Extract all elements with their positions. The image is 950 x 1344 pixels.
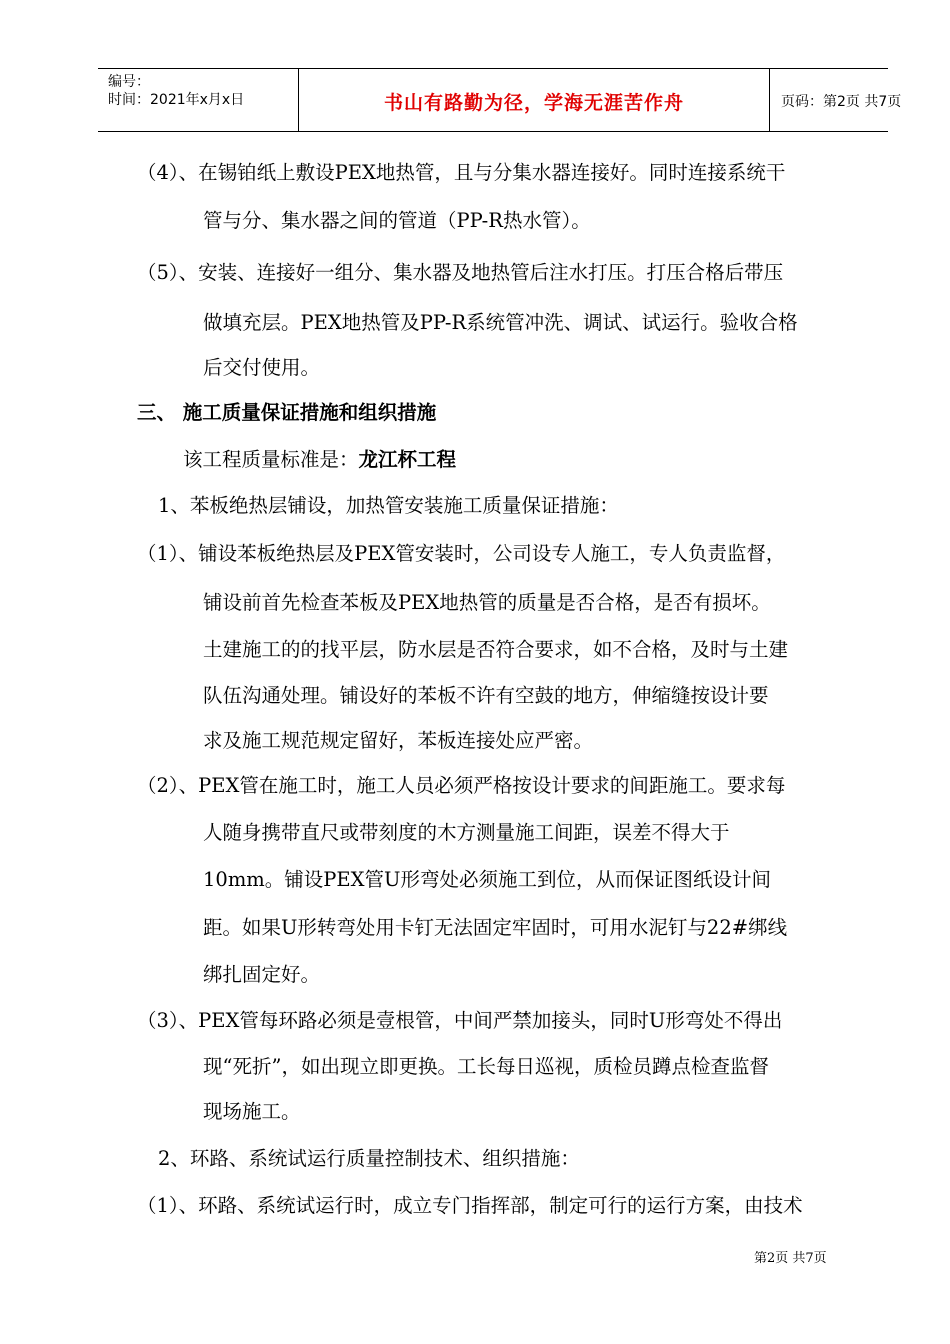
document-time-label: 时间：2021年x月x日 [108,92,245,108]
item-1-line-5: 求及施工规范规定留好，苯板连接处应严密。 [203,729,594,752]
item-1-line-3: 土建施工的的找平层，防水层是否符合要求，如不合格，及时与土建 [203,638,789,661]
paragraph-5-line-3: 后交付使用。 [203,356,321,379]
header-motto-cell [298,69,770,131]
item-2-line-3: 10mm。铺设PEX管U形弯处必须施工到位，从而保证图纸设计间 [203,868,771,891]
page-footer: 第2页 共7页 [754,1251,827,1266]
header-page-info: 页码：第2页 共7页 [781,94,902,110]
subsection-2-item-1-line-1: （1）、环路、系统试运行时，成立专门指挥部，制定可行的运行方案，由技术 [137,1194,803,1217]
page-header [98,68,902,132]
header-info-cell [98,69,298,131]
paragraph-5-line-2: 做填充层。PEX地热管及PP-R系统管冲洗、调试、试运行。验收合格 [203,311,798,334]
item-2-line-5: 绑扎固定好。 [203,963,321,986]
section-3-heading: 三、 施工质量保证措施和组织措施 [137,401,437,424]
item-3-line-3: 现场施工。 [203,1100,301,1123]
document-number-label: 编号： [108,74,150,90]
paragraph-5-line-1: （5）、安装、连接好一组分、集水器及地热管后注水打压。打压合格后带压 [137,261,784,284]
quality-standard-line [183,447,456,473]
item-1-line-2: 铺设前首先检查苯板及PEX地热管的质量是否合格，是否有损坏。 [203,591,771,614]
item-3-line-1: （3）、PEX管每环路必须是壹根管，中间严禁加接头，同时U形弯处不得出 [137,1009,783,1032]
quality-standard-prefix: 该工程质量标准是： [183,448,359,471]
paragraph-4-line-2: 管与分、集水器之间的管道（PP-R热水管）。 [203,209,591,232]
header-motto: 书山有路勤为径，学海无涯苦作舟 [383,92,684,114]
item-1-line-1: （1）、铺设苯板绝热层及PEX管安装时，公司设专人施工，专人负责监督， [137,542,786,565]
item-3-line-2: 现“死折”，如出现立即更换。工长每日巡视，质检员蹲点检查监督 [203,1055,769,1078]
header-page-cell [769,69,902,131]
quality-standard-value: 龙江杯工程 [358,448,457,471]
item-2-line-1: （2）、PEX管在施工时，施工人员必须严格按设计要求的间距施工。要求每 [137,774,786,797]
subsection-1-heading: 1、苯板绝热层铺设，加热管安装施工质量保证措施： [158,494,619,517]
subsection-2-heading: 2、环路、系统试运行质量控制技术、组织措施： [158,1147,580,1170]
item-2-line-4: 距。如果U形转弯处用卡钉无法固定牢固时，可用水泥钉与22#绑线 [203,916,788,939]
item-1-line-4: 队伍沟通处理。铺设好的苯板不许有空鼓的地方，伸缩缝按设计要 [203,684,769,707]
paragraph-4-line-1: （4）、在锡铂纸上敷设PEX地热管，且与分集水器连接好。同时连接系统干 [137,161,786,184]
item-2-line-2: 人随身携带直尺或带刻度的木方测量施工间距，误差不得大于 [203,821,730,844]
